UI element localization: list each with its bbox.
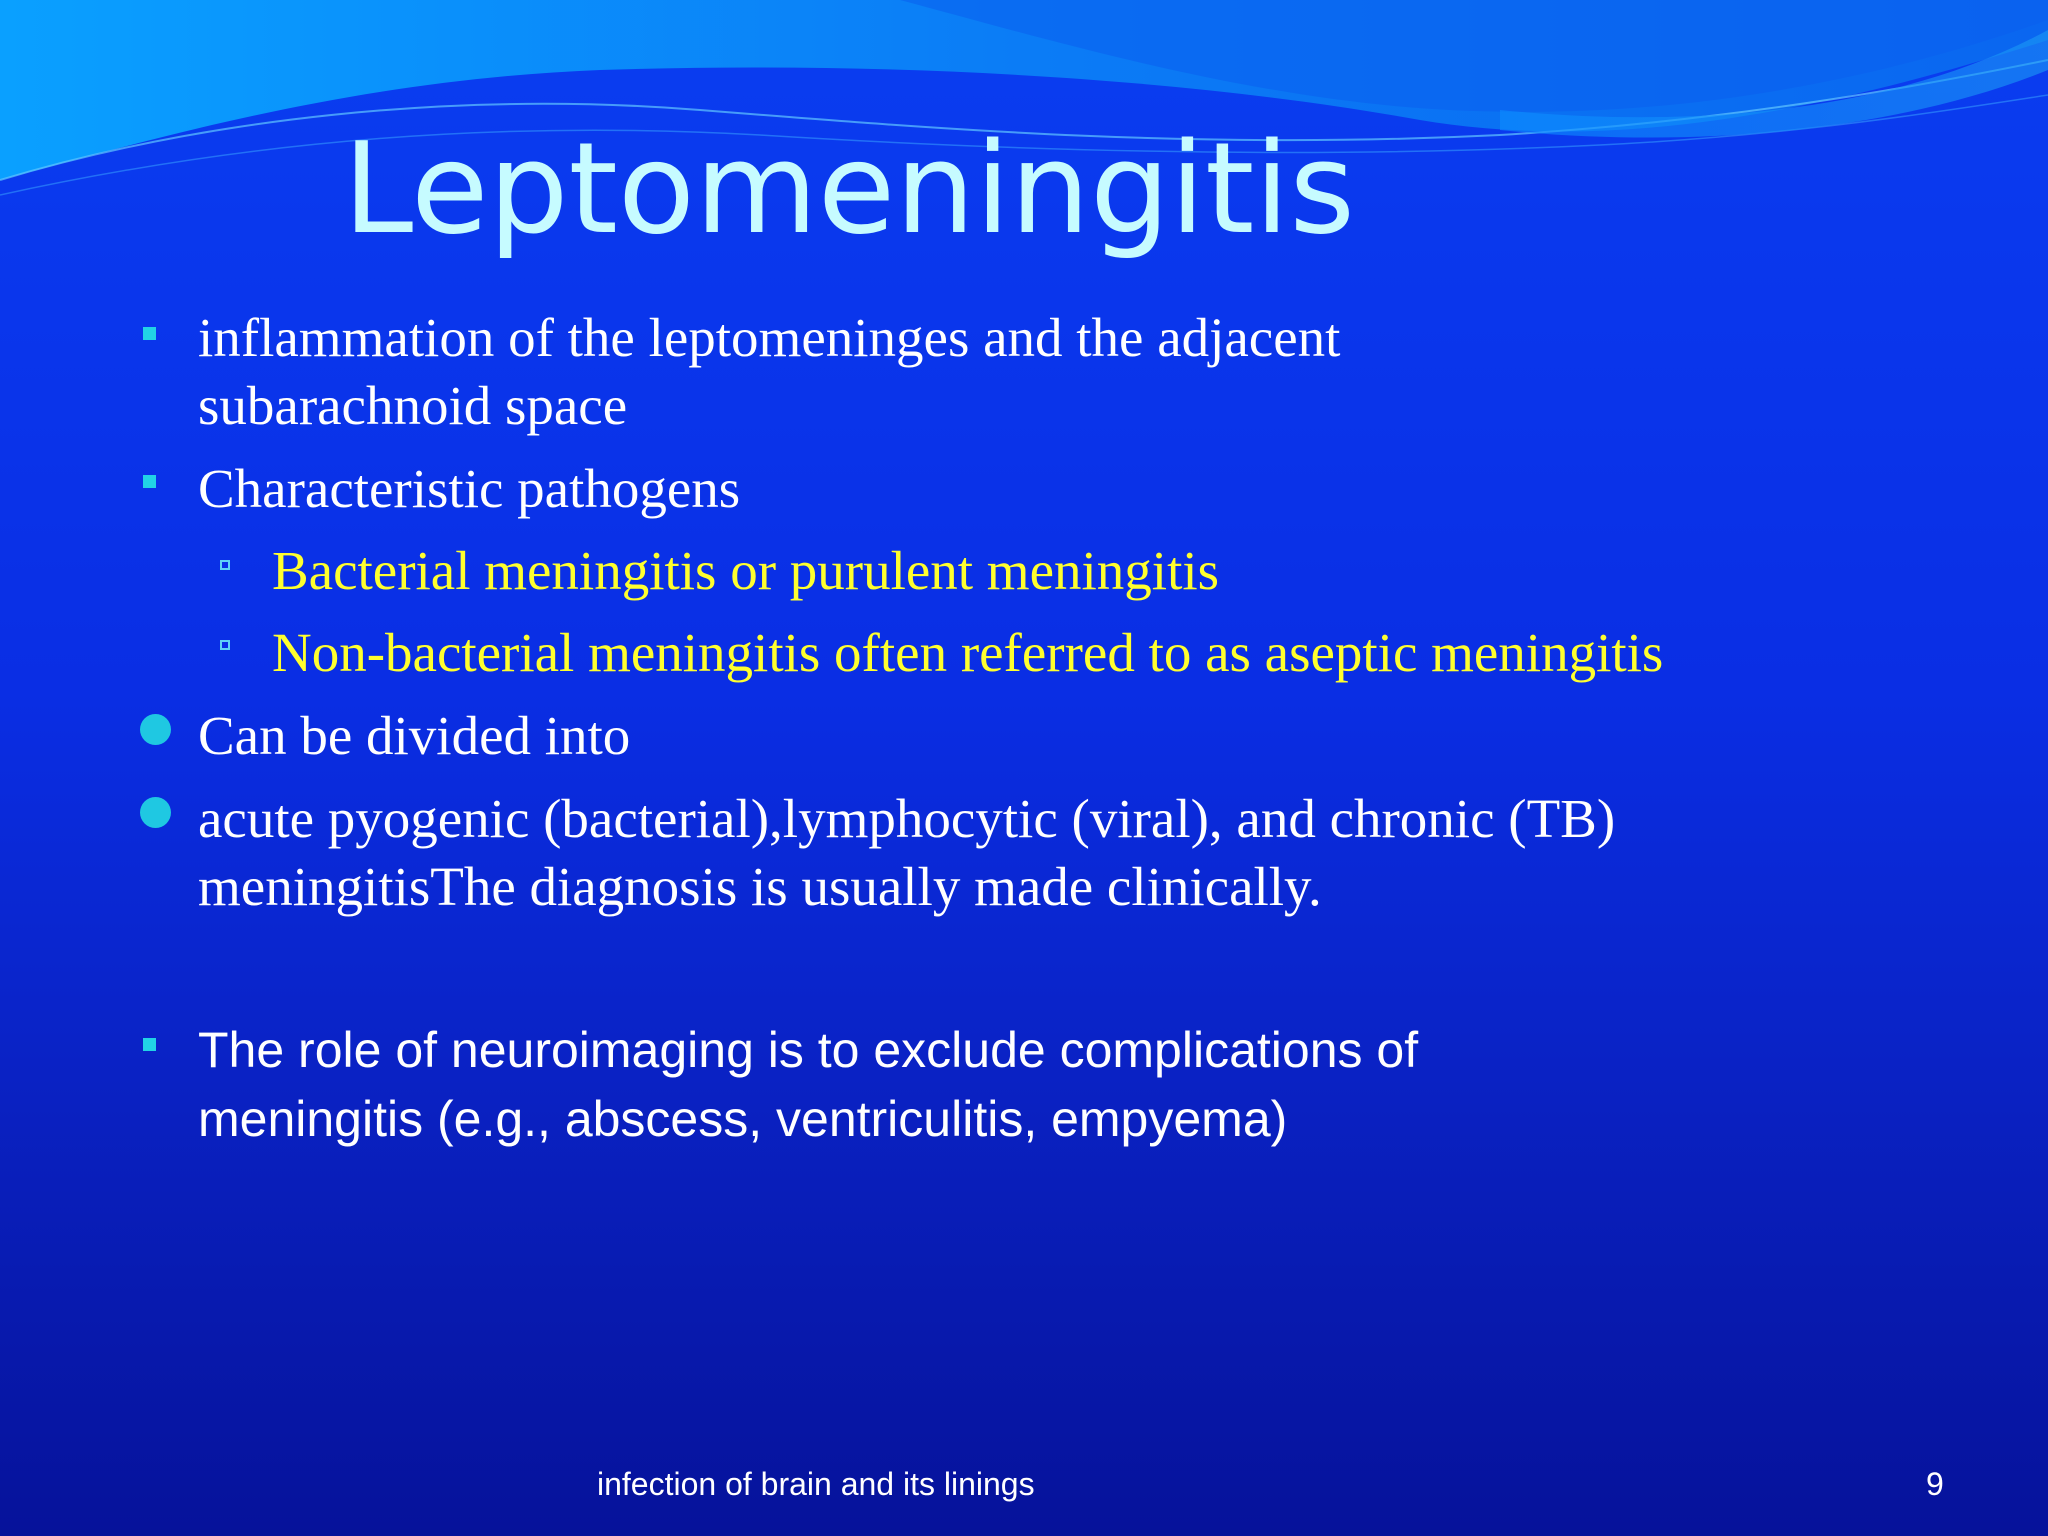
sub-bullet-text: Bacterial meningitis or purulent meningitis [272,540,1220,601]
bullet-text-line: acute pyogenic (bacterial),lymphocytic (viral), and chronic (TB) [198,788,1616,849]
bullet-text-line: inflammation of the leptomeninges and the adjacent [198,307,1341,368]
bullet-text-line: The role of neuroimaging is to exclude complications of [198,1022,1419,1078]
bullet-text-line: Can be divided into [198,705,631,766]
slide-footer: infection of brain and its linings [597,1466,1035,1502]
outline-square-bullet-icon [220,640,230,650]
square-bullet-icon [143,475,156,488]
square-bullet-icon [143,1038,156,1051]
bullet-text-line: meningitisThe diagnosis is usually made clinically. [198,856,1322,917]
round-bullet-icon [140,714,171,745]
bullet-text-line: subarachnoid space [198,375,628,436]
square-bullet-icon [143,327,156,340]
slide-number: 9 [1926,1466,1944,1502]
sub-bullet-text: Non-bacterial meningitis often referred to as aseptic meningitis [272,622,1664,683]
bullet-text-line: meningitis (e.g., abscess, ventriculitis, empyema) [198,1091,1288,1147]
outline-square-bullet-icon [220,560,230,570]
slide-title: Leptomeningitis [343,115,1355,262]
round-bullet-icon [140,797,171,828]
bullet-text-line: Characteristic pathogens [198,458,741,519]
